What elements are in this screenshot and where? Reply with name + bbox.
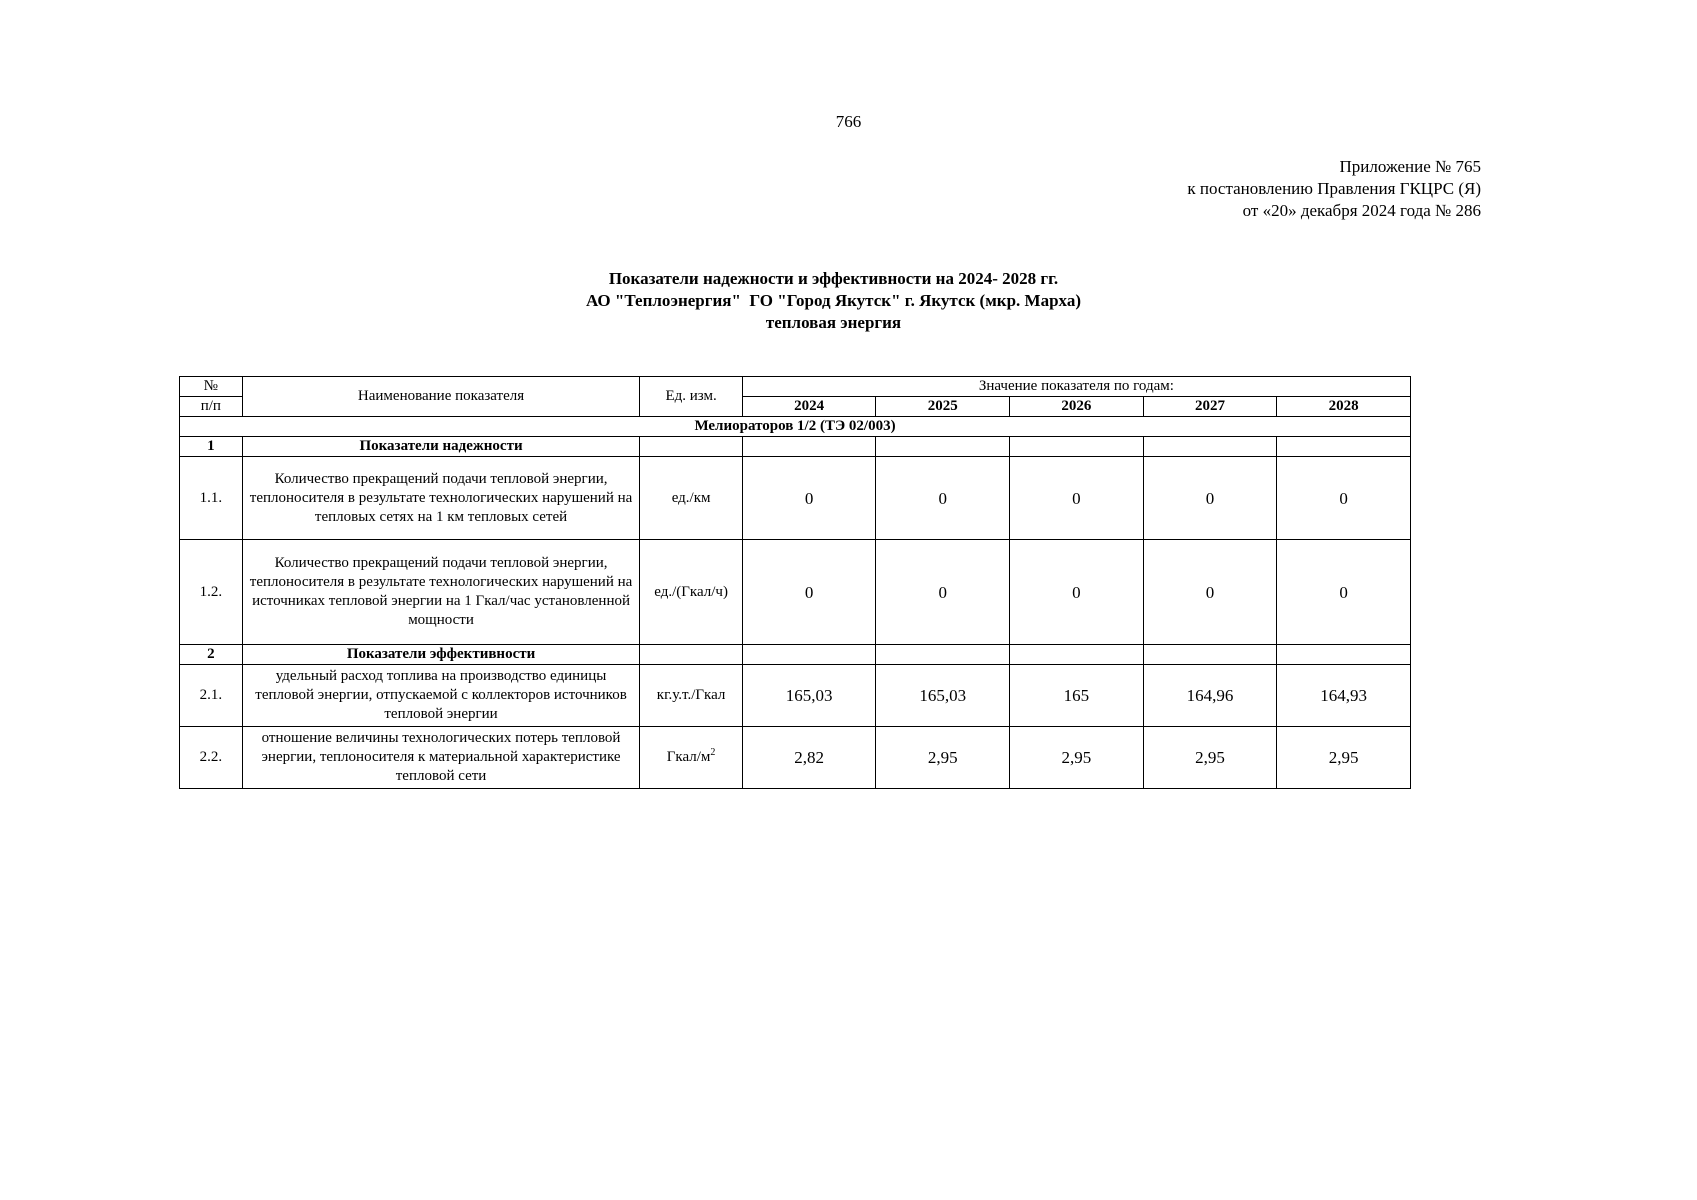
row-name: Количество прекращений подачи тепловой энергии, теплоносителя в результате технологических нарушений на тепловых сетях на 1 км тепловых сетей [242, 457, 640, 540]
table-row [180, 540, 1411, 645]
empty-cell [1010, 437, 1144, 457]
row-unit [640, 727, 742, 789]
row-unit: ед./км [640, 457, 742, 540]
empty-cell [640, 645, 742, 665]
row-num: 2.2. [180, 727, 243, 789]
row-unit-superscript: 2 [710, 747, 716, 758]
row-num: 2.1. [180, 665, 243, 727]
header-year: 2027 [1143, 397, 1277, 417]
row-value: 164,93 [1277, 665, 1411, 727]
empty-cell [876, 437, 1010, 457]
title-line-2: АО "Теплоэнергия" ГО "Город Якутск" г. Якутск (мкр. Марха) [586, 291, 1081, 310]
title-line-1: Показатели надежности и эффективности на 2024- 2028 гг. [608, 269, 1059, 288]
row-value: 0 [742, 540, 876, 645]
row-value: 165,03 [742, 665, 876, 727]
header-year: 2024 [742, 397, 876, 417]
table-row [180, 457, 1411, 540]
header-values-by-year: Значение показателя по годам: [742, 377, 1410, 397]
empty-cell [742, 437, 876, 457]
row-value: 2,95 [876, 727, 1010, 789]
document-title [0, 268, 1667, 334]
row-value: 165 [1010, 665, 1144, 727]
empty-cell [742, 645, 876, 665]
indicators-table [179, 376, 1411, 789]
empty-cell [640, 437, 742, 457]
row-num: 1.2. [180, 540, 243, 645]
header-num-pp: п/п [180, 397, 243, 417]
group-title: Показатели эффективности [242, 645, 640, 665]
row-value: 2,82 [742, 727, 876, 789]
row-name: удельный расход топлива на производство единицы тепловой энергии, отпускаемой с коллекторов источников тепловой энергии [242, 665, 640, 727]
row-value: 0 [1010, 540, 1144, 645]
row-value: 0 [742, 457, 876, 540]
empty-cell [1277, 645, 1411, 665]
row-unit: кг.у.т./Гкал [640, 665, 742, 727]
group-row [180, 645, 1411, 665]
empty-cell [1143, 437, 1277, 457]
row-value: 0 [1277, 540, 1411, 645]
row-value: 164,96 [1143, 665, 1277, 727]
row-value: 0 [1143, 457, 1277, 540]
row-unit: ед./(Гкал/ч) [640, 540, 742, 645]
header-year: 2028 [1277, 397, 1411, 417]
row-value: 0 [876, 457, 1010, 540]
empty-cell [1143, 645, 1277, 665]
row-value: 2,95 [1143, 727, 1277, 789]
row-value: 2,95 [1010, 727, 1144, 789]
row-num: 1.1. [180, 457, 243, 540]
appendix-line-3: от «20» декабря 2024 года № 286 [1242, 201, 1481, 220]
header-unit: Ед. изм. [640, 377, 742, 417]
row-value: 0 [1277, 457, 1411, 540]
row-name: Количество прекращений подачи тепловой энергии, теплоносителя в результате технологических нарушений на источниках тепловой энергии на 1 Гкал/час установленной мощности [242, 540, 640, 645]
section-title: Мелиораторов 1/2 (ТЭ 02/003) [180, 417, 1411, 437]
header-year: 2026 [1010, 397, 1144, 417]
table-header-row-1 [180, 377, 1411, 397]
empty-cell [1010, 645, 1144, 665]
header-num: № [180, 377, 243, 397]
row-value: 0 [1010, 457, 1144, 540]
row-value: 0 [876, 540, 1010, 645]
appendix-note [1187, 156, 1481, 222]
appendix-line-2: к постановлению Правления ГКЦРС (Я) [1187, 179, 1481, 198]
section-row [180, 417, 1411, 437]
row-value: 2,95 [1277, 727, 1411, 789]
header-name: Наименование показателя [242, 377, 640, 417]
row-unit-text: Гкал/м [666, 749, 711, 765]
page-number: 766 [835, 112, 862, 131]
empty-cell [1277, 437, 1411, 457]
group-num: 1 [180, 437, 243, 457]
header-year: 2025 [876, 397, 1010, 417]
row-value: 0 [1143, 540, 1277, 645]
group-num: 2 [180, 645, 243, 665]
table-row [180, 727, 1411, 789]
empty-cell [876, 645, 1010, 665]
row-name: отношение величины технологических потерь тепловой энергии, теплоносителя к материальной характеристике тепловой сети [242, 727, 640, 789]
group-title: Показатели надежности [242, 437, 640, 457]
table-row [180, 665, 1411, 727]
appendix-line-1: Приложение № 765 [1339, 157, 1481, 176]
title-line-3: тепловая энергия [765, 313, 902, 332]
group-row [180, 437, 1411, 457]
row-value: 165,03 [876, 665, 1010, 727]
